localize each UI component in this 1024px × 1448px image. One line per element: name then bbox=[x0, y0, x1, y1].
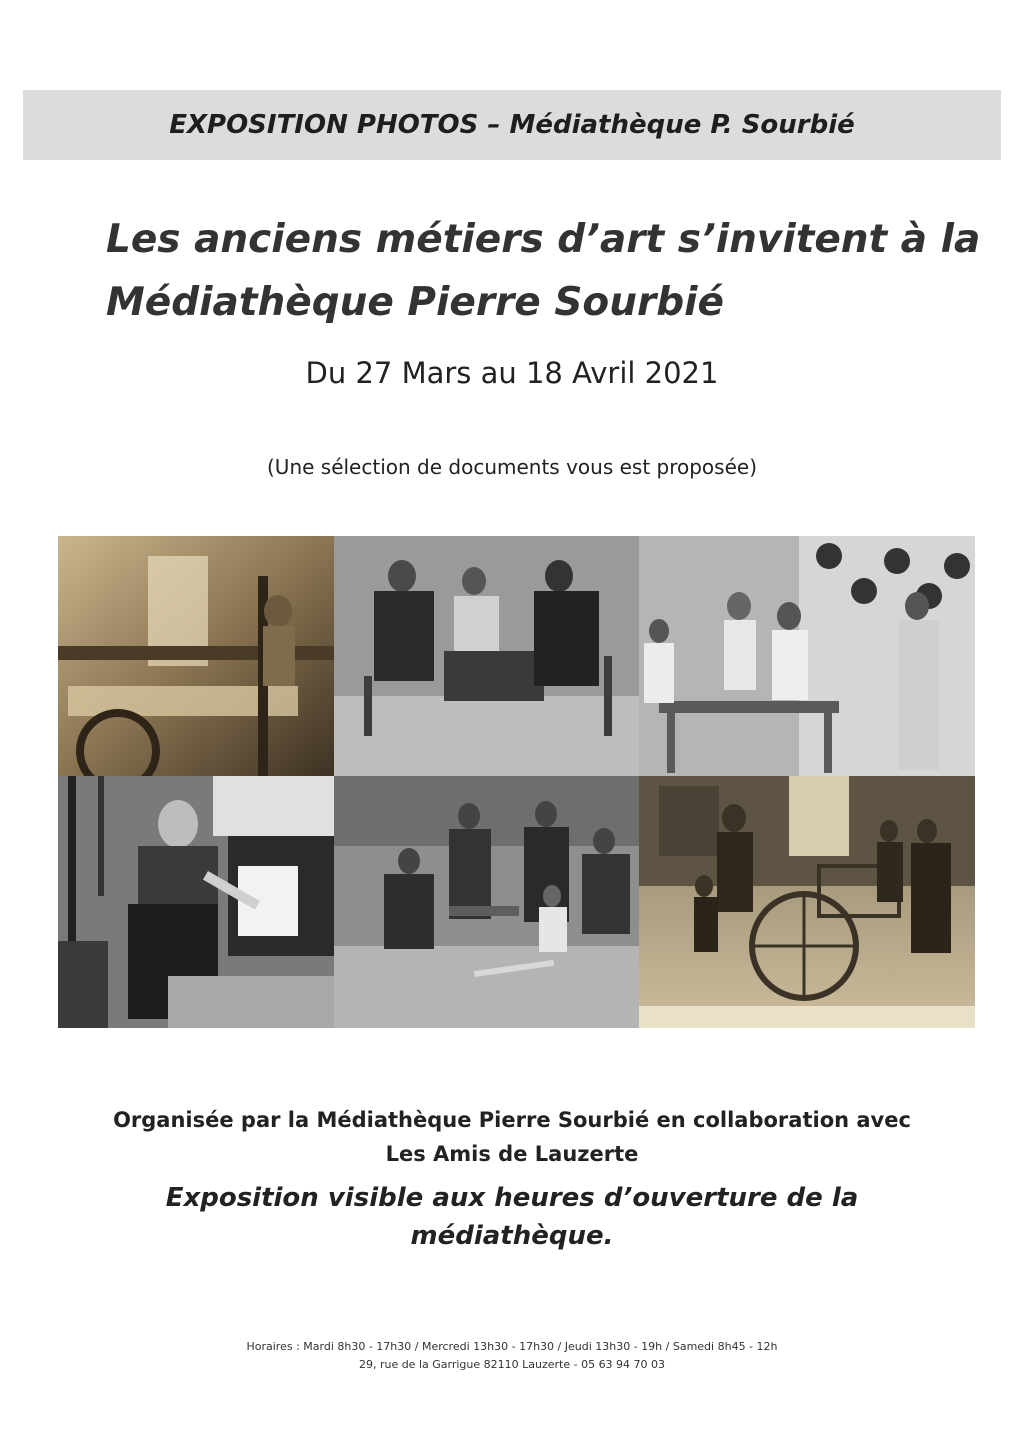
visibility-line-2: médiathèque. bbox=[410, 1220, 614, 1251]
title-line-2: Médiathèque Pierre Sourbié bbox=[106, 280, 724, 326]
title-line-1: Les anciens métiers d’art s’invitent à la bbox=[106, 217, 981, 262]
photo-blacksmith bbox=[58, 776, 334, 1028]
header-banner bbox=[23, 90, 1001, 160]
photo-basket-makers bbox=[334, 776, 639, 1028]
address: 29, rue de la Garrigue 82110 Lauzerte - 05 63 94 70 03 bbox=[358, 1357, 666, 1371]
organiser-credit bbox=[0, 1104, 1024, 1171]
organiser-line-1: Organisée par la Médiathèque Pierre Sourbié en collaboration avec bbox=[113, 1108, 911, 1132]
selection-note: (Une sélection de documents vous est proposée) bbox=[267, 455, 757, 479]
visibility-line-1: Exposition visible aux heures d’ouverture de la bbox=[165, 1183, 859, 1213]
banner-title: EXPOSITION PHOTOS – Médiathèque P. Sourbié bbox=[169, 110, 855, 140]
organiser-line-2: Les Amis de Lauzerte bbox=[385, 1141, 639, 1166]
photo-hat-makers bbox=[639, 536, 975, 776]
footer-info bbox=[0, 1338, 1024, 1373]
page-title bbox=[106, 208, 986, 334]
visibility-note bbox=[150, 1180, 874, 1255]
photo-clog-makers bbox=[334, 536, 639, 776]
photo-collage bbox=[58, 536, 975, 1028]
opening-hours: Horaires : Mardi 8h30 - 17h30 / Mercredi 13h30 - 17h30 / Jeudi 13h30 - 19h / Samedi 8h45 - 12h bbox=[246, 1340, 778, 1353]
photo-weaver bbox=[58, 536, 334, 776]
photo-knife-grinder bbox=[639, 776, 975, 1028]
exhibition-dates: Du 27 Mars au 18 Avril 2021 bbox=[305, 356, 719, 390]
